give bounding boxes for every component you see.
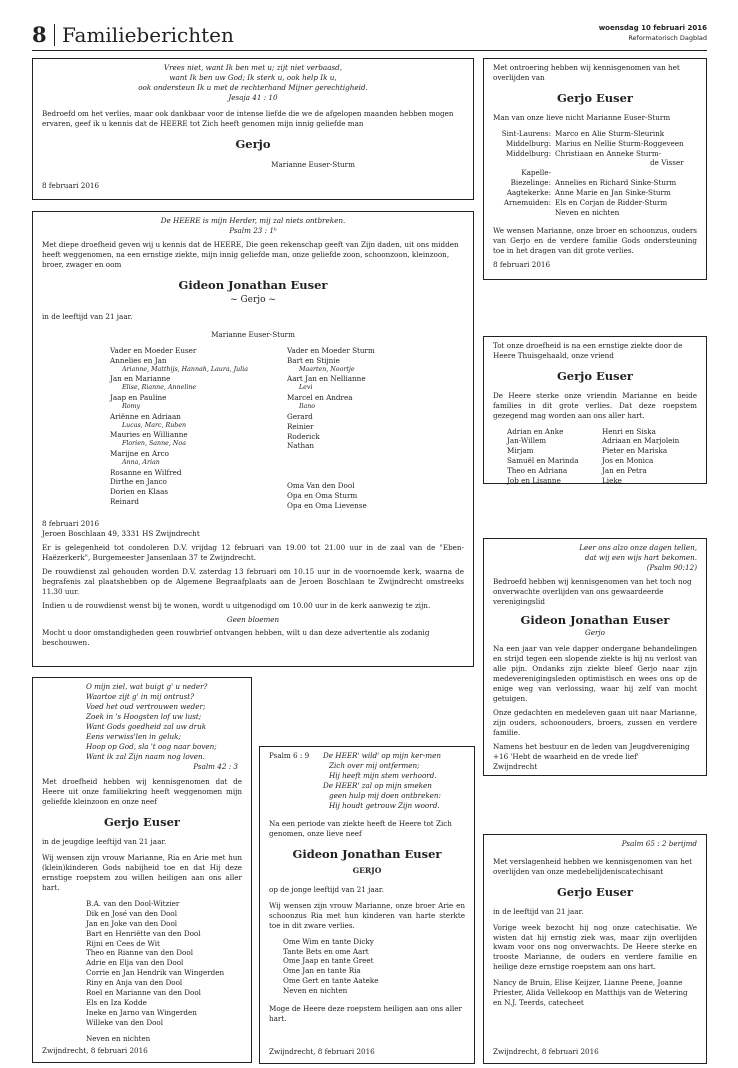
intro-text: Na een periode van ziekte heeft de Heere tot Zich genomen, onze lieve neef <box>269 818 452 838</box>
family-member: Gerard <box>287 411 313 421</box>
family-member: Mauries en Willianne <box>110 430 188 440</box>
family-row <box>493 178 684 188</box>
family-member: Jan en Joke van den Dool <box>86 918 178 928</box>
family-member: Annelies en Jan <box>110 355 167 365</box>
invite-text: Indien u de rouwdienst wenst bij te wonen, wordt u uitgenodigd om 10.00 uur in de kerk aanwezig te zijn. <box>42 600 431 610</box>
children-names: Anna, Arian <box>122 458 160 466</box>
header-rule <box>32 50 707 51</box>
family-member: Jaap en Pauline <box>110 393 167 403</box>
verse: Leer ons alzo onze dagen tellen, dat wij een wijs hart bekomen. (Psalm 90:12) <box>579 543 697 572</box>
family-left-column <box>110 346 287 511</box>
family-member: Marcel en Andrea <box>287 393 353 403</box>
family-names: Marco en Alie Sturm-Sleurink <box>555 128 665 138</box>
intro-text: Met ontroering hebben wij kennisgenomen van het overlijden van <box>493 63 680 82</box>
deceased-name: Gerjo <box>235 136 271 151</box>
friends-right-column <box>602 427 697 487</box>
flowers-note: Geen bloemen <box>226 614 280 624</box>
family-member: Ineke en Jarno van Wingerden <box>86 1008 197 1018</box>
signed-by: Marianne Euser-Sturm <box>271 160 355 170</box>
family-columns <box>42 346 464 511</box>
family-member: Ome Wim en tante Dicky <box>283 936 374 946</box>
family-member: Nathan <box>287 441 315 451</box>
family-member <box>287 471 464 481</box>
friend-name: Jan-Willem <box>507 436 547 446</box>
friends-columns <box>493 427 697 487</box>
deceased-name: Gerjo Euser <box>556 90 633 105</box>
notice-friends <box>483 336 707 484</box>
friend-name: Lieke <box>602 476 622 486</box>
intro-text: Tot onze droefheid is na een ernstige ziekte door de Heere Thuisgehaald, onze vriend <box>493 341 683 360</box>
address: Jeroen Boschlaan 49, 3331 HS Zwijndrecht <box>42 528 200 538</box>
family-member: Reinard <box>110 497 139 507</box>
family-names: Neven en nichten <box>555 208 620 218</box>
notice-uncles-aunts <box>259 746 475 1064</box>
family-member: Ome Gert en tante Aateke <box>283 976 379 986</box>
place-name: Middelburg: <box>505 138 551 148</box>
friend-name: Mirjam <box>507 446 534 456</box>
family-names: Marius en Nellie Sturm-Roggeveen <box>555 138 684 148</box>
family-member: Tante Bets en ome Aart <box>283 946 369 956</box>
age-text: in de leeftijd van 21 jaar. <box>42 311 133 321</box>
family-member: Jan en Marianne <box>110 374 171 384</box>
header-paper: Reformatorisch Dagblad <box>628 34 707 42</box>
widow-name: Marianne Euser-Sturm <box>211 329 295 339</box>
intro-text: Met droefheid hebben wij kennisgenomen dat de Heere uit onze familiekring heeft weggenomen mijn geliefde kleinzoon en onze neef <box>42 777 242 807</box>
family-rows <box>493 129 684 218</box>
place-name: Aagtekerke: <box>506 188 551 198</box>
age-text: in de leeftijd van 21 jaar. <box>493 906 584 916</box>
friend-name: Henri en Siska <box>602 426 656 436</box>
family-member: Dorien en Klaas <box>110 487 169 497</box>
family-member: Opa en Oma Lievense <box>287 501 367 511</box>
family-member <box>287 461 464 471</box>
family-member: Roel en Marianne van den Dool <box>86 988 201 998</box>
notice-youth-club <box>483 538 707 776</box>
family-names: Anne Marie en Jan Sinke-Sturm <box>555 188 671 198</box>
friends-left-column <box>507 427 602 487</box>
place-name: Biezelinge: <box>510 178 551 188</box>
friend-name: Theo en Adriana <box>507 466 568 476</box>
family-names: Christiaan en Anneke Sturm- <box>555 148 662 158</box>
friend-name: Jan en Petra <box>602 466 647 476</box>
closing-text: Moge de Heere deze roepstem heiligen aan ons aller hart. <box>269 1004 462 1024</box>
place-name: Sint-Laurens: <box>501 128 551 138</box>
family-member: Ome Jaap en tante Greet <box>283 956 374 966</box>
family-right-column <box>287 346 464 511</box>
family-row <box>493 198 684 208</box>
friend-name: Job en Lisanne <box>507 476 561 486</box>
friend-name: Samuël en Marinda <box>507 456 579 466</box>
family-member: Theo en Rianne van den Dool <box>86 948 193 958</box>
family-list <box>42 899 242 1028</box>
intro-text: Bedroefd hebben wij kennisgenomen van het toch nog onverwachte overlijden van ons gewaardeerde verenigingslid <box>493 576 692 606</box>
body-text: Vorige week bezocht hij nog onze catechisatie. We wisten dat hij ernstig ziek was, maar zijn overlijden kwam voor ons nog onverwachts. De Heere sterke en trooste Marianne, de ouders en verdere familie en heilige deze ernstige roepstem aan ons hart. <box>493 922 697 972</box>
verse: Vrees niet, want Ik ben met u; zijt niet verbaasd, want Ik ben uw God; Ik sterk u, ook help Ik u, ook ondersteun Ik u met de rechterhand Mijner gerechtigheid. Jesaja 41 : 10 <box>138 63 368 102</box>
notice-footer: Zwijndrecht, 8 februari 2016 <box>493 1047 599 1057</box>
notice-gerjo-marianne <box>32 58 474 200</box>
intro-text: Met verslagenheid hebben we kennisgenomen van het overlijden van onze medebelijdeniscatechisant <box>493 856 692 876</box>
wish-text: Wij wensen zijn vrouw Marianne, onze broer Arie en schoonzus Ria met hun kinderen van harte sterkte toe in dit zware verlies. <box>269 900 465 930</box>
signature: Namens het bestuur en de leden van Jeugdvereniging +16 'Hebt de waarheid en de vrede lief' <box>493 741 690 761</box>
page-number: 8 <box>32 22 47 47</box>
family-member: Bart en Stijnie <box>287 355 340 365</box>
family-member: Marijne en Arco <box>110 448 169 458</box>
children-names: Arianne, Matthijs, Hannah, Laura, Julia <box>122 365 248 373</box>
family-member: Rosanne en Wilfred <box>110 467 182 477</box>
family-names <box>555 168 684 178</box>
place-name <box>493 158 555 168</box>
friend-name: Jos en Monica <box>602 456 654 466</box>
service-text: De rouwdienst zal gehouden worden D.V. zaterdag 13 februari om 10.15 uur in de voornoemde kerk, waarna de begrafenis zal plaatshebben op de Algemene Begraafplaats aan de Jeroen Boschlaan te Zwijndrecht omstreeks 11.30 uur. <box>42 566 464 596</box>
notice-date: 8 februari 2016 <box>42 181 100 191</box>
age-text: in de jeugdige leeftijd van 21 jaar. <box>42 837 167 847</box>
intro-text: Met diepe droefheid geven wij u kennis dat de HEERE, Die geen rekenschap geeft van Zijn daden, uit ons midden heeft weggenomen, na een ernstige ziekte, mijn innig geliefde man, onze geliefde zoon, schoonzoon, kleinzoon, broer, zwager en oom <box>42 239 459 269</box>
page-header <box>32 18 707 52</box>
friend-name: Adrian en Anke <box>507 426 564 436</box>
nephews-line: Neven en nichten <box>86 1033 151 1043</box>
deceased-name: Gideon Jonathan Euser <box>520 612 670 627</box>
wish-text: De Heere sterke onze vriendin Marianne en beide families in dit grote verlies. Dat deze roepstem gezegend mag worden aan ons aller hart. <box>493 390 697 420</box>
notice-family-euser-sturm <box>32 211 474 667</box>
header-divider <box>54 24 55 46</box>
family-member: Bart en Henriëtte van den Dool <box>86 928 201 938</box>
deceased-nickname: GERJO <box>352 866 382 876</box>
family-row <box>493 129 684 139</box>
friend-name: Adriaan en Marjolein <box>602 436 680 446</box>
family-member: Els en Iza Kodde <box>86 998 147 1008</box>
header-date: woensdag 10 februari 2016 <box>598 24 707 32</box>
family-names: Els en Corjan de Ridder-Sturm <box>555 198 668 208</box>
friend-name: Pieter en Mariska <box>602 446 668 456</box>
family-member: Corrie en Jan Hendrik van Wingerden <box>86 968 225 978</box>
verse-block <box>269 751 465 811</box>
children-names: Maarten, Noortje <box>299 365 355 373</box>
deceased-name: Gideon Jonathan Euser <box>292 846 442 861</box>
family-row <box>493 158 684 168</box>
family-member: Dik en José van den Dool <box>86 908 178 918</box>
family-member: Aart Jan en Nellianne <box>287 374 366 384</box>
family-member: Rijni en Cees de Wit <box>86 938 160 948</box>
children-names: Romy <box>122 402 141 410</box>
family-names: de Visser <box>650 158 684 168</box>
verse-ref: Psalm 65 : 2 berijmd <box>621 839 697 848</box>
wish-text: We wensen Marianne, onze broer en schoonzus, ouders van Gerjo en de verdere familie Gods ondersteuning toe in het dragen van dit grote verlies. <box>493 226 697 255</box>
place-name: Kapelle- <box>521 168 551 178</box>
family-member: Roderick <box>287 431 320 441</box>
family-row <box>493 139 684 149</box>
family-names: Annelies en Richard Sinke-Sturm <box>555 178 677 188</box>
family-member: Ariënne en Adriaan <box>110 411 181 421</box>
children-names: Ilano <box>299 402 316 410</box>
family-member: Reinier <box>287 421 314 431</box>
family-member: Willeke van den Dool <box>86 1018 164 1028</box>
notice-date: 8 februari 2016 <box>42 519 100 529</box>
children-names: Levi <box>299 384 313 392</box>
family-member <box>287 451 464 461</box>
family-member: Riny en Anja van den Dool <box>86 978 183 988</box>
deceased-nickname: ~ Gerjo ~ <box>230 294 276 305</box>
place-name: Arnemuiden: <box>503 198 551 208</box>
verse: De HEERE is mijn Herder, mij zal niets ontbreken. Psalm 23 : 1ᵇ <box>160 216 346 235</box>
names-text: Nancy de Bruin, Elise Keijzer, Lianne Peene, Joanne Priester, Alida Vellekoop en Matthijs van de Wetering en N.J. Teerds, catecheet <box>493 978 688 1008</box>
family-row <box>493 168 684 178</box>
family-member: Dirthe en Janco <box>110 477 167 487</box>
family-member: Oma Van den Dool <box>287 481 355 491</box>
body-text: Na een jaar van vele dapper ondergane behandelingen en strijd tegen een slopende ziekte is hij nu verlost van alle pijn. Ondanks zijn ziekte bleef Gerjo naar zijn medeverenigingsleden optimistisch en wees ons op de enige weg van verlossing, waar hij zelf van mocht getuigen. <box>493 644 697 704</box>
age-text: op de jonge leeftijd van 21 jaar. <box>269 884 384 894</box>
family-row <box>493 208 684 218</box>
signature-place: Zwijndrecht <box>493 761 538 771</box>
family-member: Opa en Oma Sturm <box>287 491 358 501</box>
wish-text: Wij wensen zijn vrouw Marianne, Ria en Arie met hun (klein)kinderen Gods nabijheid toe en dat Hij deze ernstige roepstem zou willen heiligen aan ons aller hart. <box>42 853 242 892</box>
intro-text: Bedroefd om het verlies, maar ook dankbaar voor de intense liefde die we de afgelopen maanden hebben mogen ervaren, geef ik u kennis dat de HEERE tot Zich heeft genomen mijn innig geliefde man <box>42 108 454 128</box>
family-member: B.A. van den Dool-Witzier <box>86 898 180 908</box>
family-member: Neven en nichten <box>283 986 348 996</box>
deceased-name: Gerjo Euser <box>556 368 633 383</box>
psalm-ref: Psalm 6 : 9 <box>269 751 310 760</box>
notice-footer: Zwijndrecht, 8 februari 2016 <box>42 1046 148 1056</box>
section-title: Familieberichten <box>62 23 234 47</box>
family-member: Vader en Moeder Sturm <box>287 345 375 355</box>
deceased-name: Gerjo Euser <box>103 815 180 830</box>
closing-note: Mocht u door omstandigheden geen rouwbrief ontvangen hebben, wilt u dan deze advertentie als zodanig beschouwen. <box>42 628 430 648</box>
relation-line: Man van onze lieve nicht Marianne Euser-Sturm <box>493 112 671 122</box>
family-list <box>269 937 465 997</box>
family-member: Adrie en Elja van den Dool <box>86 958 184 968</box>
verse: O mijn ziel, wat buigt g' u neder? Waartoe zijt g' in mij ontrust? Voed het oud vertrouwen weder; Zoek in 's Hoogsten lof uw lust; Want Gods goedheid zal uw druk Eens verwiss'len in geluk; Hoop op God, sla 't oog naar boven; Want ik zal Zijn naam nog loven. Psalm 42 : 3 <box>86 682 238 771</box>
family-row <box>493 149 684 159</box>
condolence-text: Er is gelegenheid tot condoleren D.V. vrijdag 12 februari van 19.00 tot 21.00 uur in de zaal van de "Eben-Haëzerkerk", Burgemeester Jansenlaan 37 te Zwijndrecht. <box>42 542 464 562</box>
verse: De HEER' wild' op mijn ker-men Zich over mij ontfermen; Hij heeft mijn stem verhoord. De HEER' zal op mijn smeken geen hulp mij doen ontbreken: Hij houdt getrouw Zijn woord. <box>323 751 441 810</box>
place-name: Middelburg: <box>505 148 551 158</box>
body-text-2: Onze gedachten en medeleven gaan uit naar Marianne, zijn ouders, schoonouders, broers, zussen en verdere familie. <box>493 708 697 737</box>
notice-family-sturm <box>483 58 707 280</box>
family-member: Vader en Moeder Euser <box>110 345 197 355</box>
notice-catechism-class <box>483 834 707 1064</box>
notice-footer: Zwijndrecht, 8 februari 2016 <box>269 1047 375 1057</box>
deceased-name: Gerjo Euser <box>556 884 633 899</box>
children-names: Florien, Sanne, Noa <box>122 440 186 448</box>
notice-family-van-den-dool <box>32 677 252 1063</box>
notice-date: 8 februari 2016 <box>493 259 551 269</box>
children-names: Elise, Rianne, Anneline <box>122 384 197 392</box>
children-names: Lucas, Marc, Ruben <box>122 421 187 429</box>
deceased-nickname: Gerjo <box>585 628 605 638</box>
family-row <box>493 188 684 198</box>
deceased-name: Gideon Jonathan Euser <box>178 277 328 292</box>
family-member: Ome Jan en tante Ria <box>283 966 361 976</box>
place-name <box>493 208 555 218</box>
